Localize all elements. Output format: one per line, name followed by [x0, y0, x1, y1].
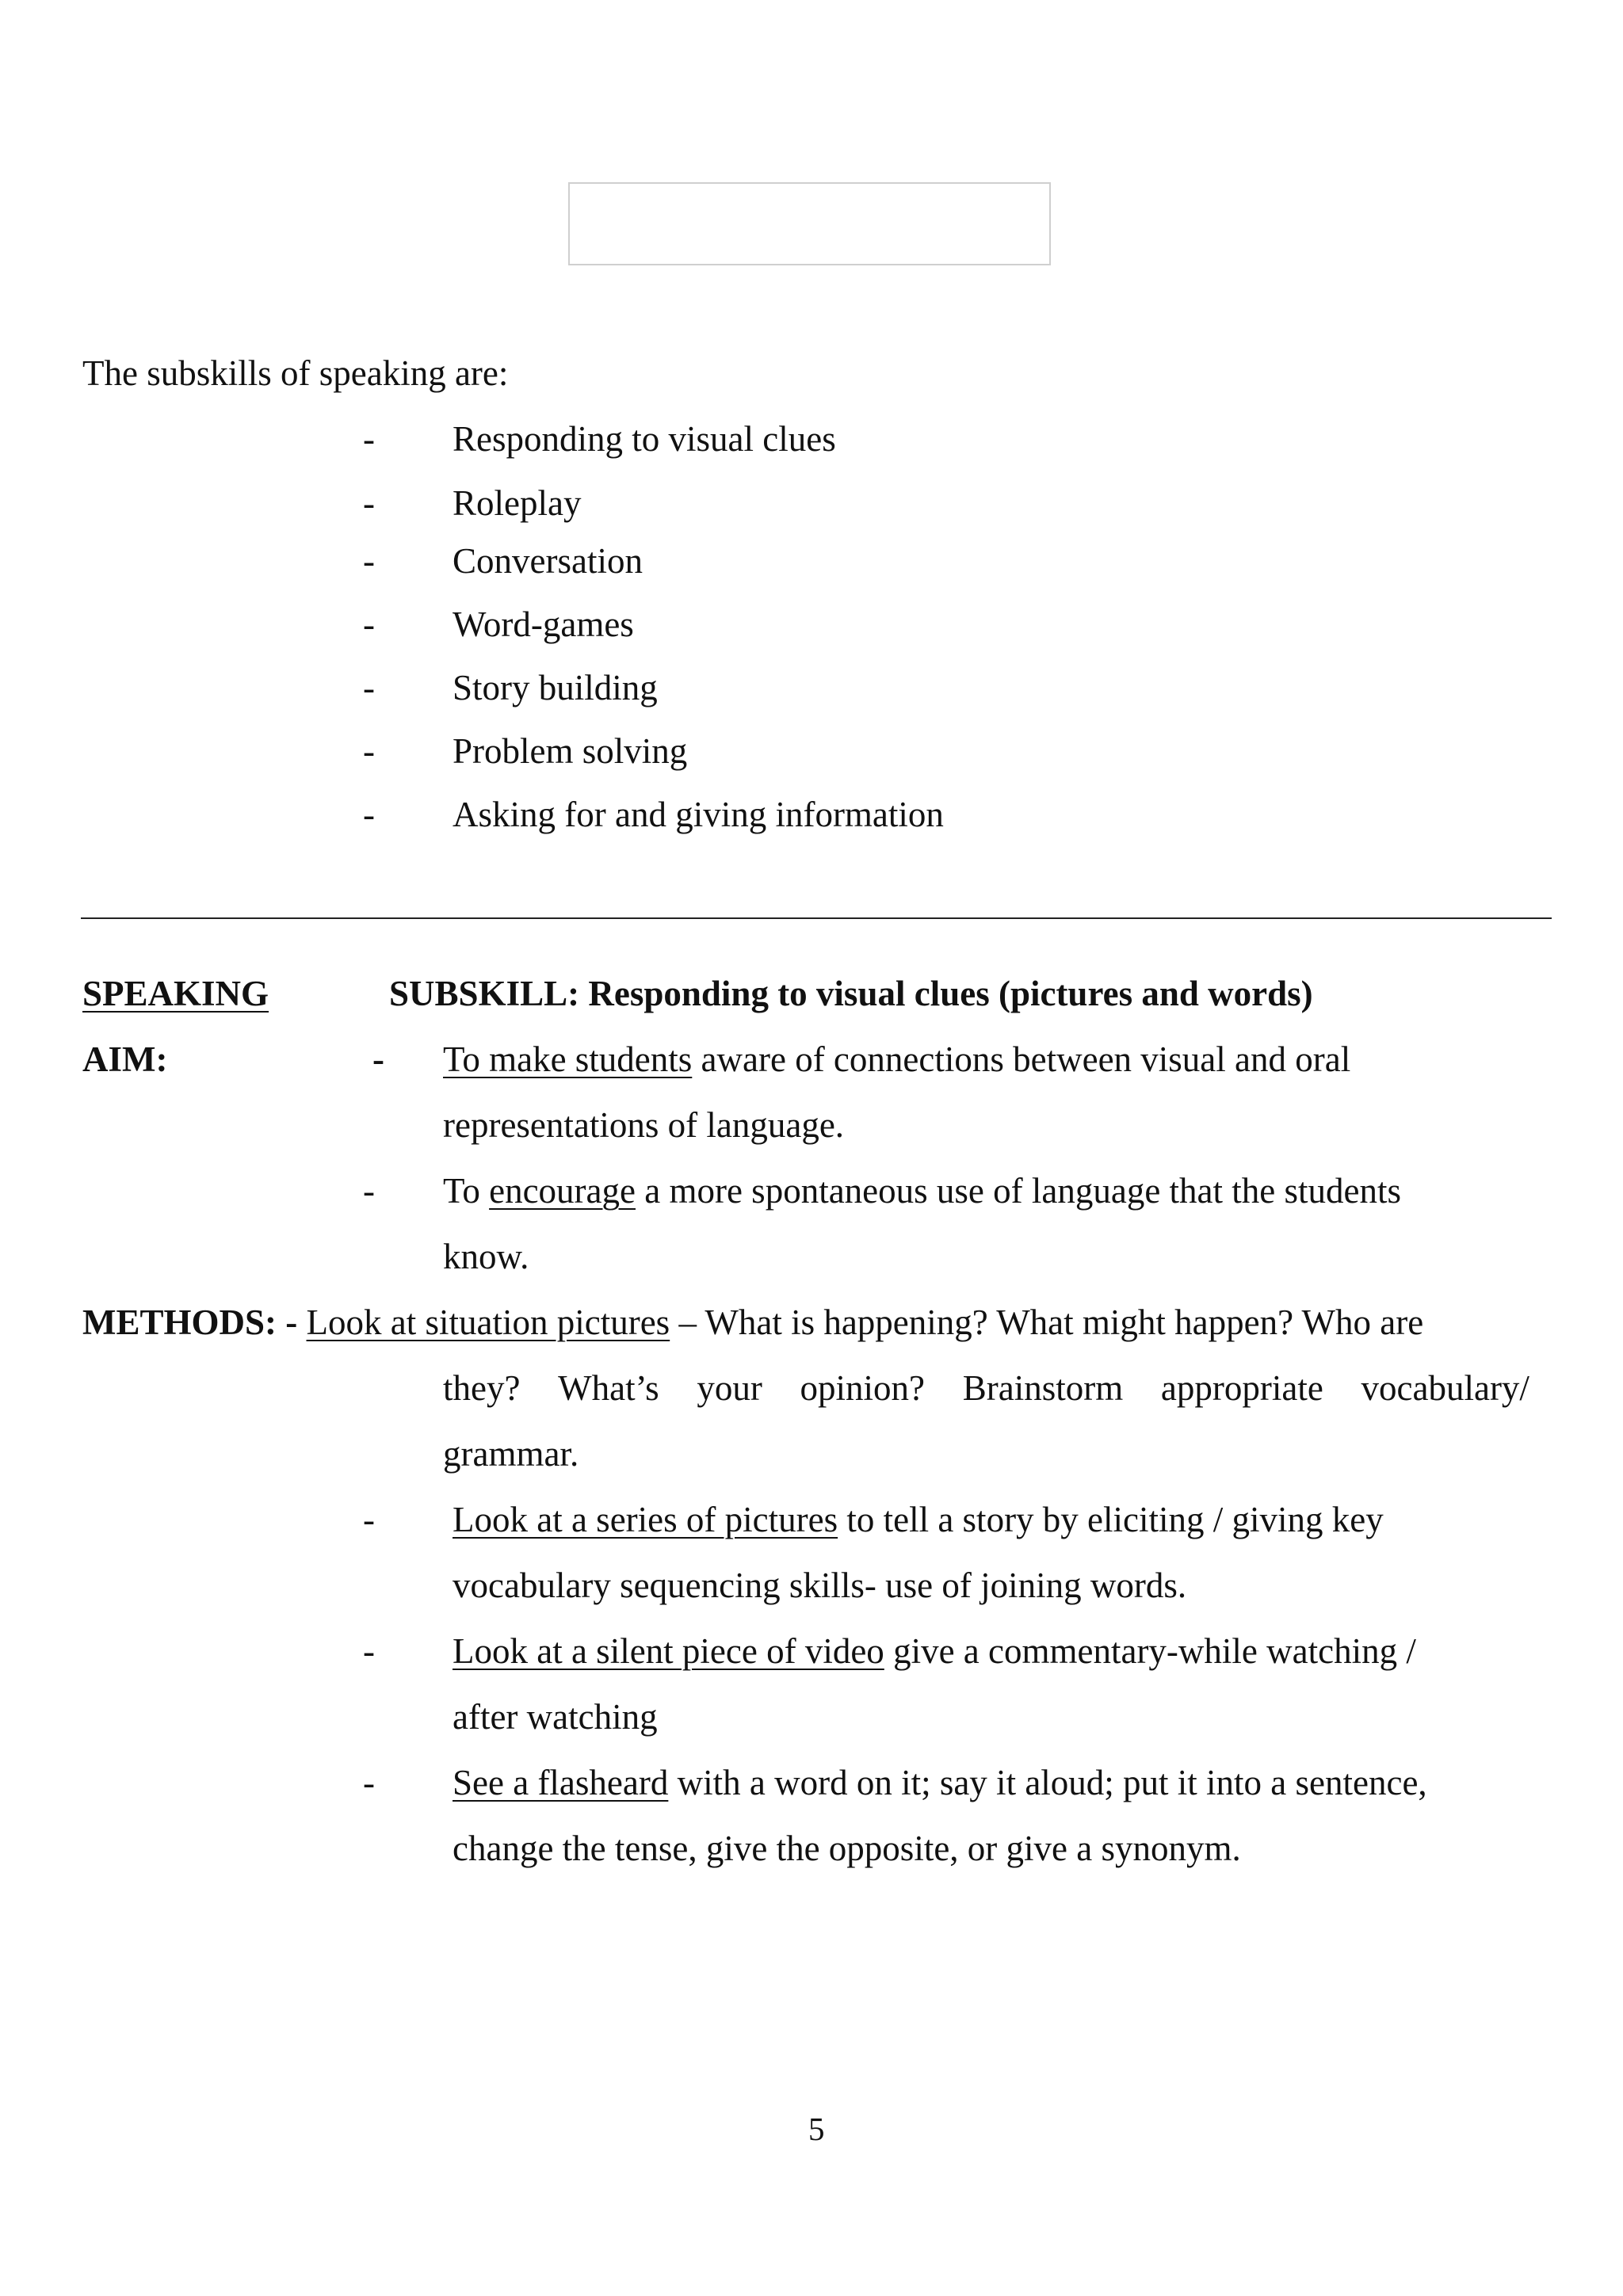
list-item: Roleplay: [453, 483, 582, 523]
aim-item-1-link: To make students: [443, 1039, 693, 1079]
methods-item-1-line1: [453, 1502, 1384, 1538]
word: your: [697, 1368, 762, 1408]
list-item: Asking for and giving information: [453, 795, 944, 834]
list-bullet: -: [363, 541, 375, 581]
methods-line1: [82, 1302, 1424, 1342]
aim-bullet: -: [363, 1171, 375, 1211]
aim-item-2-line1: [443, 1173, 1401, 1209]
list-item: Problem solving: [453, 731, 688, 771]
page-number: 5: [808, 2111, 825, 2147]
list-bullet: -: [363, 731, 375, 771]
aim-item-1-text: aware of connections between visual and oral: [692, 1039, 1351, 1079]
methods-item-2-line2: after watching: [453, 1697, 658, 1737]
methods-item-1-link: Look at a series of pictures: [453, 1500, 838, 1539]
header-frame: [568, 182, 1051, 265]
aim-item-1-line1: [443, 1039, 1351, 1079]
methods-item-2-link: Look at a silent piece of video: [453, 1631, 884, 1671]
list-item: Story building: [453, 668, 658, 707]
subskill-heading: SUBSKILL: Responding to visual clues (pictures and words): [389, 974, 1313, 1013]
methods-item-1-text: to tell a story by eliciting / giving key: [838, 1500, 1384, 1539]
methods-item-2-line1: [453, 1631, 1416, 1671]
list-bullet: -: [363, 795, 375, 834]
word: vocabulary/: [1361, 1368, 1529, 1408]
methods-first-line2: [443, 1368, 1529, 1408]
methods-item-3-link: See a flasheard: [453, 1763, 669, 1802]
aim-label: AIM:: [82, 1039, 168, 1079]
list-bullet: -: [363, 668, 375, 707]
list-bullet: -: [363, 483, 375, 523]
aim-item-2-link: encourage: [489, 1171, 636, 1211]
divider: [81, 917, 1552, 919]
list-item: Responding to visual clues: [453, 419, 836, 459]
intro-text: The subskills of speaking are:: [82, 353, 509, 393]
methods-item-1-line2: vocabulary sequencing skills- use of joining words.: [453, 1566, 1187, 1605]
methods-first-text: – What is happening? What might happen? Who are: [670, 1302, 1424, 1342]
methods-item-3-line1: [453, 1765, 1427, 1801]
methods-item-3-text: with a word on it; say it aloud; put it into a sentence,: [668, 1763, 1427, 1802]
list-item: Conversation: [453, 541, 643, 581]
methods-bullet: -: [363, 1631, 375, 1671]
list-bullet: -: [363, 419, 375, 459]
methods-item-2-text: give a commentary-while watching /: [884, 1631, 1416, 1671]
list-bullet: -: [363, 605, 375, 644]
word: Brainstorm: [962, 1368, 1124, 1408]
word: appropriate: [1160, 1368, 1323, 1408]
aim-item-1-line2: representations of language.: [443, 1105, 845, 1145]
word: What’s: [558, 1368, 659, 1408]
methods-bullet: -: [363, 1500, 375, 1539]
word: they?: [443, 1368, 521, 1408]
aim-item-2-line2: know.: [443, 1237, 529, 1276]
list-item: Word-games: [453, 605, 634, 644]
aim-item-2-prefix: To: [443, 1171, 490, 1211]
methods-item-3-line2: change the tense, give the opposite, or give a synonym.: [453, 1829, 1241, 1868]
methods-first-line3: grammar.: [443, 1434, 579, 1474]
aim-item-2-text: a more spontaneous use of language that the students: [636, 1171, 1402, 1211]
speaking-label: SPEAKING: [82, 974, 269, 1013]
methods-bullet: -: [363, 1763, 375, 1802]
methods-first-link: Look at situation pictures: [306, 1302, 670, 1342]
aim-bullet: -: [372, 1039, 384, 1079]
word: opinion?: [800, 1368, 926, 1408]
methods-label: METHODS: -: [82, 1302, 298, 1342]
